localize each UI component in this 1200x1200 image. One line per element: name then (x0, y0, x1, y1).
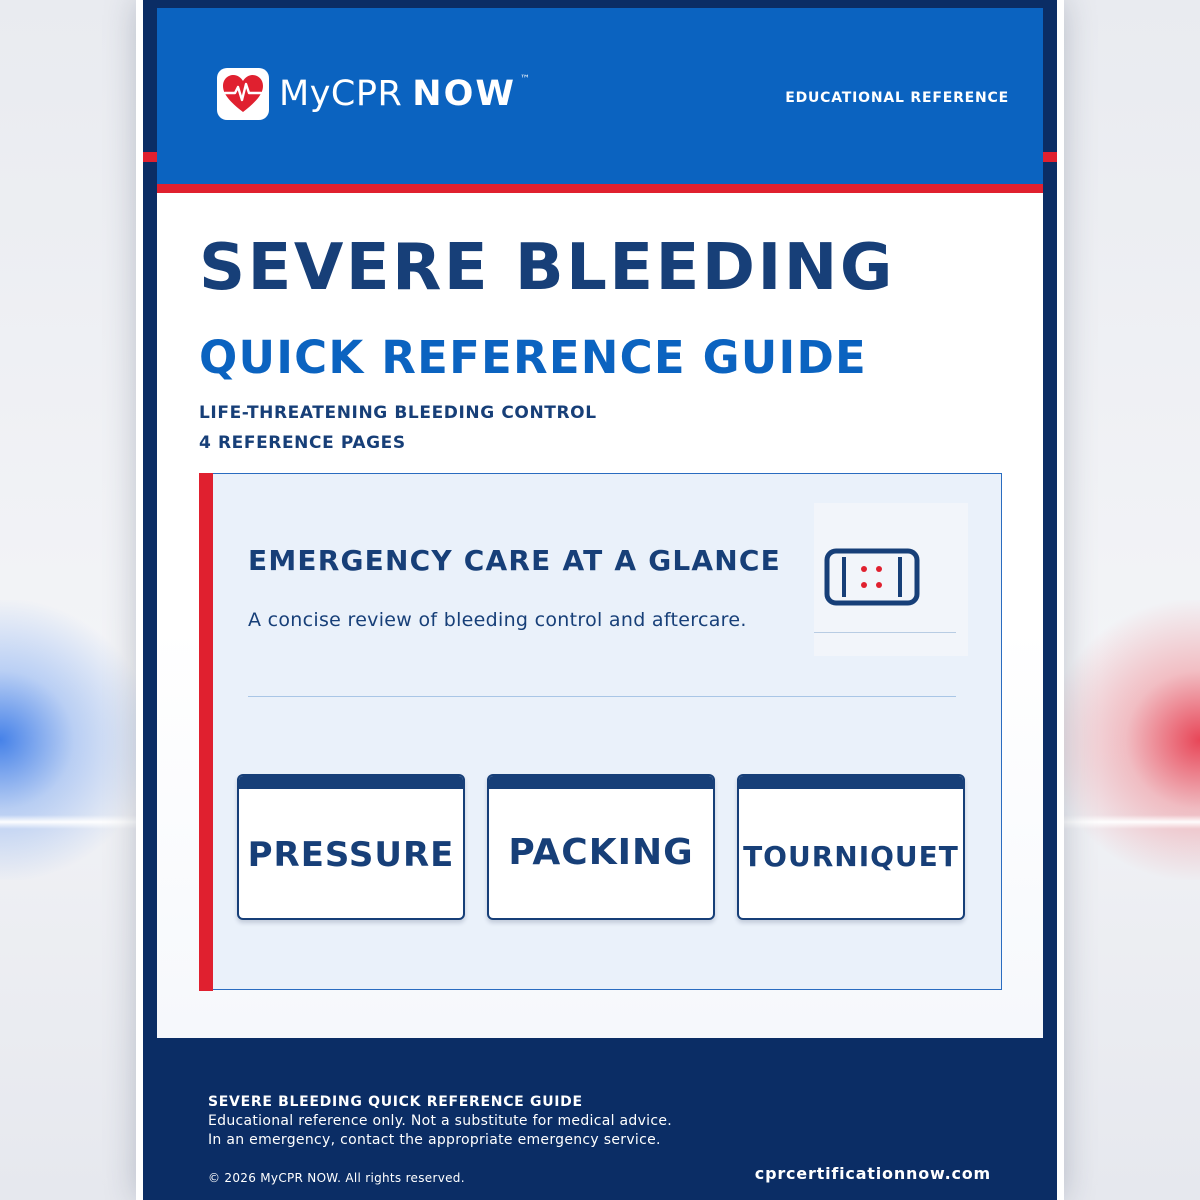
panel-divider (248, 696, 956, 697)
educational-reference-tag: EDUCATIONAL REFERENCE (785, 90, 1009, 106)
card-tourniquet (737, 774, 965, 920)
panel-heading: EMERGENCY CARE AT A GLANCE (248, 544, 782, 577)
glance-panel (199, 473, 1002, 990)
panel-red-bar (199, 473, 213, 991)
document-header (157, 8, 1043, 184)
card-label: PRESSURE (247, 834, 455, 875)
header-red-stripe (157, 184, 1043, 193)
footer-copyright: © 2026 MyCPR NOW. All rights reserved. (208, 1171, 465, 1185)
document-footer (157, 1038, 1043, 1200)
bandage-icon-box (814, 503, 968, 656)
background-red-glow (1050, 600, 1200, 880)
document-topic: LIFE-THREATENING BLEEDING CONTROL (199, 403, 597, 423)
frame-accent-left (143, 152, 157, 162)
brand-logo (217, 68, 269, 120)
document-page (157, 8, 1043, 1038)
footer-website-url: cprcertificationnow.com (754, 1164, 991, 1183)
brand-name-bold: NOW (412, 74, 516, 114)
card-cap (739, 776, 963, 789)
card-cap (239, 776, 463, 789)
document-title: SEVERE BLEEDING (199, 231, 895, 305)
footer-emergency-note: In an emergency, contact the appropriate emergency service. (208, 1132, 661, 1148)
card-cap (489, 776, 713, 789)
panel-description: A concise review of bleeding control and aftercare. (248, 609, 747, 631)
bandage-icon (824, 548, 920, 610)
brand-wordmark (279, 72, 530, 116)
brand-trademark: ™ (519, 74, 530, 85)
document-subtitle: QUICK REFERENCE GUIDE (199, 331, 867, 384)
document-page-count: 4 REFERENCE PAGES (199, 433, 406, 453)
brand-name-regular: MyCPR (279, 74, 403, 114)
frame-accent-right (1043, 152, 1057, 162)
background-blue-glow (0, 600, 150, 880)
footer-title: SEVERE BLEEDING QUICK REFERENCE GUIDE (208, 1094, 583, 1110)
footer-disclaimer: Educational reference only. Not a substitute for medical advice. (208, 1113, 673, 1129)
card-label: TOURNIQUET (743, 840, 959, 873)
card-label: PACKING (508, 832, 694, 873)
card-packing (487, 774, 715, 920)
icon-underline (814, 632, 956, 633)
card-pressure (237, 774, 465, 920)
heart-ecg-icon (221, 73, 265, 115)
